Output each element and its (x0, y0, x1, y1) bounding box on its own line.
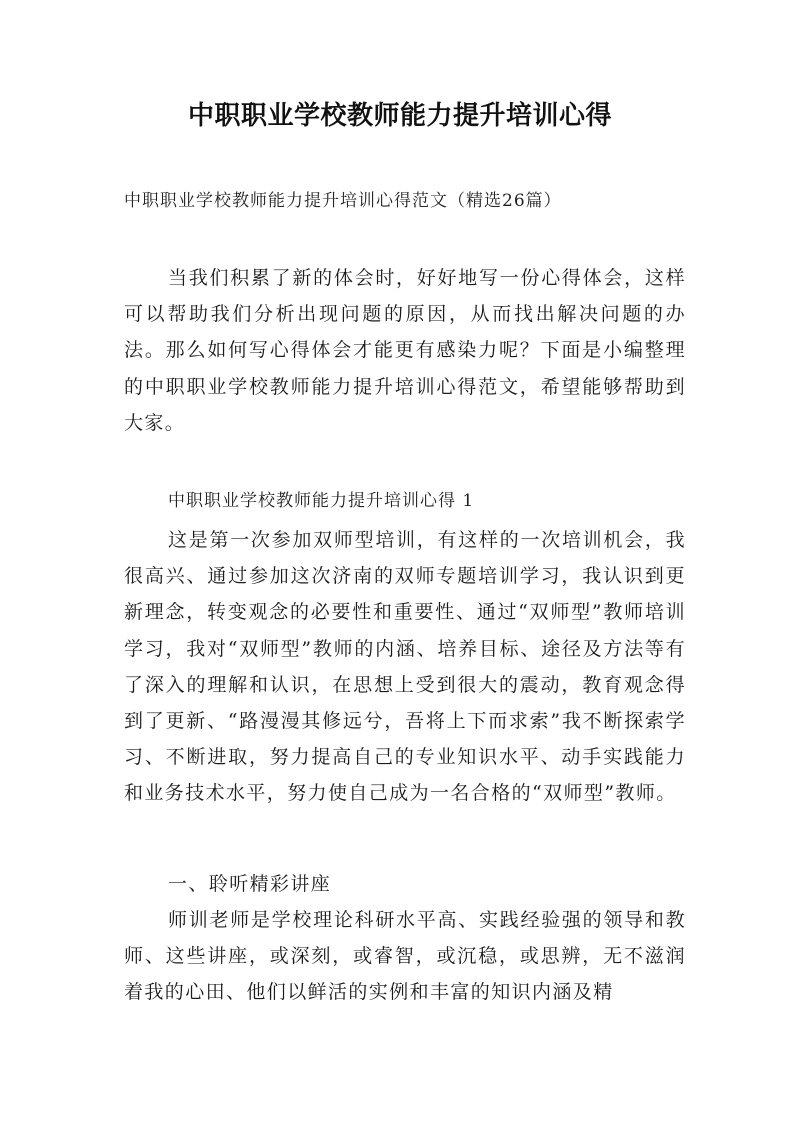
intro-paragraph: 当我们积累了新的体会时，好好地写一份心得体会，这样可以帮助我们分析出现问题的原因，从而找出解决问题的办法。那么如何写心得体会才能更有感染力呢？下面是小编整理的中职职业学校教师能力提升培训心得范文，希望能够帮助到大家。 (124, 267, 686, 434)
sub-section-paragraph: 师训老师是学校理论科研水平高、实践经验强的领导和教师、这些讲座，或深刻，或睿智，或沉稳，或思辨，无不滋润着我的心田、他们以鲜活的实例和丰富的知识内涵及精 (124, 909, 686, 1004)
document-subtitle: 中职职业学校教师能力提升培训心得范文（精选26篇） (124, 191, 562, 211)
section-heading: 中职职业学校教师能力提升培训心得 1 (168, 491, 475, 511)
section-body (124, 522, 686, 812)
sub-section-body (124, 902, 686, 1010)
sub-heading: 一、聆听精彩讲座 (168, 873, 332, 895)
document-title: 中职职业学校教师能力提升培训心得 (187, 101, 612, 131)
section-paragraph: 这是第一次参加双师型培训，有这样的一次培训机会，我很高兴、通过参加这次济南的双师专题培训学习，我认识到更新理念，转变观念的必要性和重要性、通过“双师型”教师培训学习，我对“双师型”教师的内涵、培养目标、途径及方法等有了深入的理解和认识，在思想上受到很大的震动，教育观念得到了更新、“路漫漫其修远兮，吾将上下而求索”我不断探索学习、不断进取，努力提高自己的专业知识水平、动手实践能力和业务技术水平，努力使自己成为一名合格的“双师型”教师。 (124, 529, 686, 805)
intro-section (124, 260, 686, 441)
